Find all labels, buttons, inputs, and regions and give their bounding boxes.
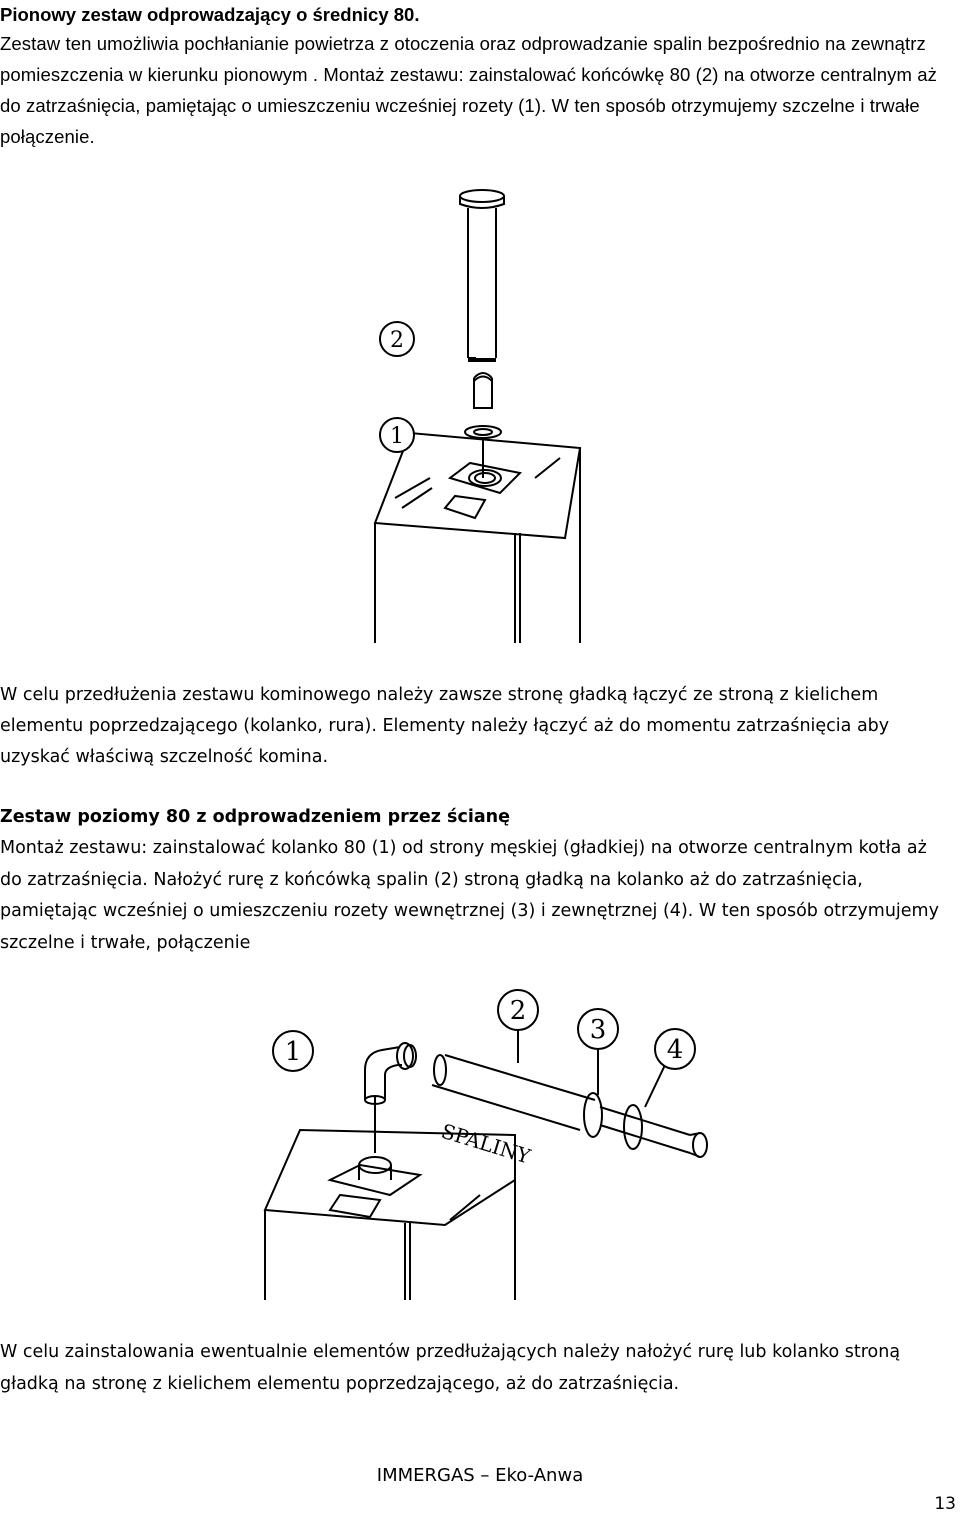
installation-paragraph: W celu zainstalowania ewentualnie elementów przedłużających należy nałożyć rurę lub kolanko stroną gładką na stronę z kielichem elementu poprzedzającego, aż do zatrzaśnięcia. <box>0 1342 901 1394</box>
callout-2-label: 2 <box>509 996 527 1026</box>
callout-1-label: 1 <box>284 1037 302 1067</box>
callout-4-label: 4 <box>666 1035 684 1065</box>
horizontal-flue-diagram <box>260 985 720 1305</box>
pipe-label-spaliny: SPALINY <box>438 1118 534 1169</box>
page-number: 13 <box>934 1494 956 1514</box>
vertical-flue-diagram <box>370 178 590 648</box>
section1-title: Pionowy zestaw odprowadzający o średnicy 80. <box>0 4 420 25</box>
callout-3-label: 3 <box>589 1015 607 1045</box>
footer-text: IMMERGAS – Eko-Anwa <box>376 1465 584 1486</box>
section1-body: Zestaw ten umożliwia pochłanianie powietrza z otoczenia oraz odprowadzanie spalin bezpośrednio na zewnątrz pomieszczenia w kierunku pionowym . Montaż zestawu: zainstalować końcówkę 80 (2) na otworze centralnym aż do zatrzaśnięcia, pamiętając o umieszczeniu wcześniej rozety (1). W ten sposób otrzymujemy szczelne i trwałe połączenie. <box>0 33 937 147</box>
callout-1-label: 1 <box>390 424 404 449</box>
section2-title: Zestaw poziomy 80 z odprowadzeniem przez ścianę <box>0 807 510 827</box>
section2-body: Montaż zestawu: zainstalować kolanko 80 (1) od strony męskiej (gładkiej) na otworze centralnym kotła aż do zatrzaśnięcia. Nałożyć rurę z końcówką spalin (2) stroną gładką na kolanko aż do zatrzaśnięcia, pamiętając wcześniej o umieszczeniu rozety wewnętrznej (3) i zewnętrznej (4). W ten sposób otrzymujemy szczelne i trwałe, połączenie <box>0 838 939 953</box>
extension-paragraph: W celu przedłużenia zestawu kominowego należy zawsze stronę gładką łączyć ze stroną z kielichem elementu poprzedzającego (kolanko, rura). Elementy należy łączyć aż do momentu zatrzaśnięcia aby uzyskać właściwą szczelność komina. <box>0 685 890 767</box>
callout-2-label: 2 <box>390 328 404 353</box>
